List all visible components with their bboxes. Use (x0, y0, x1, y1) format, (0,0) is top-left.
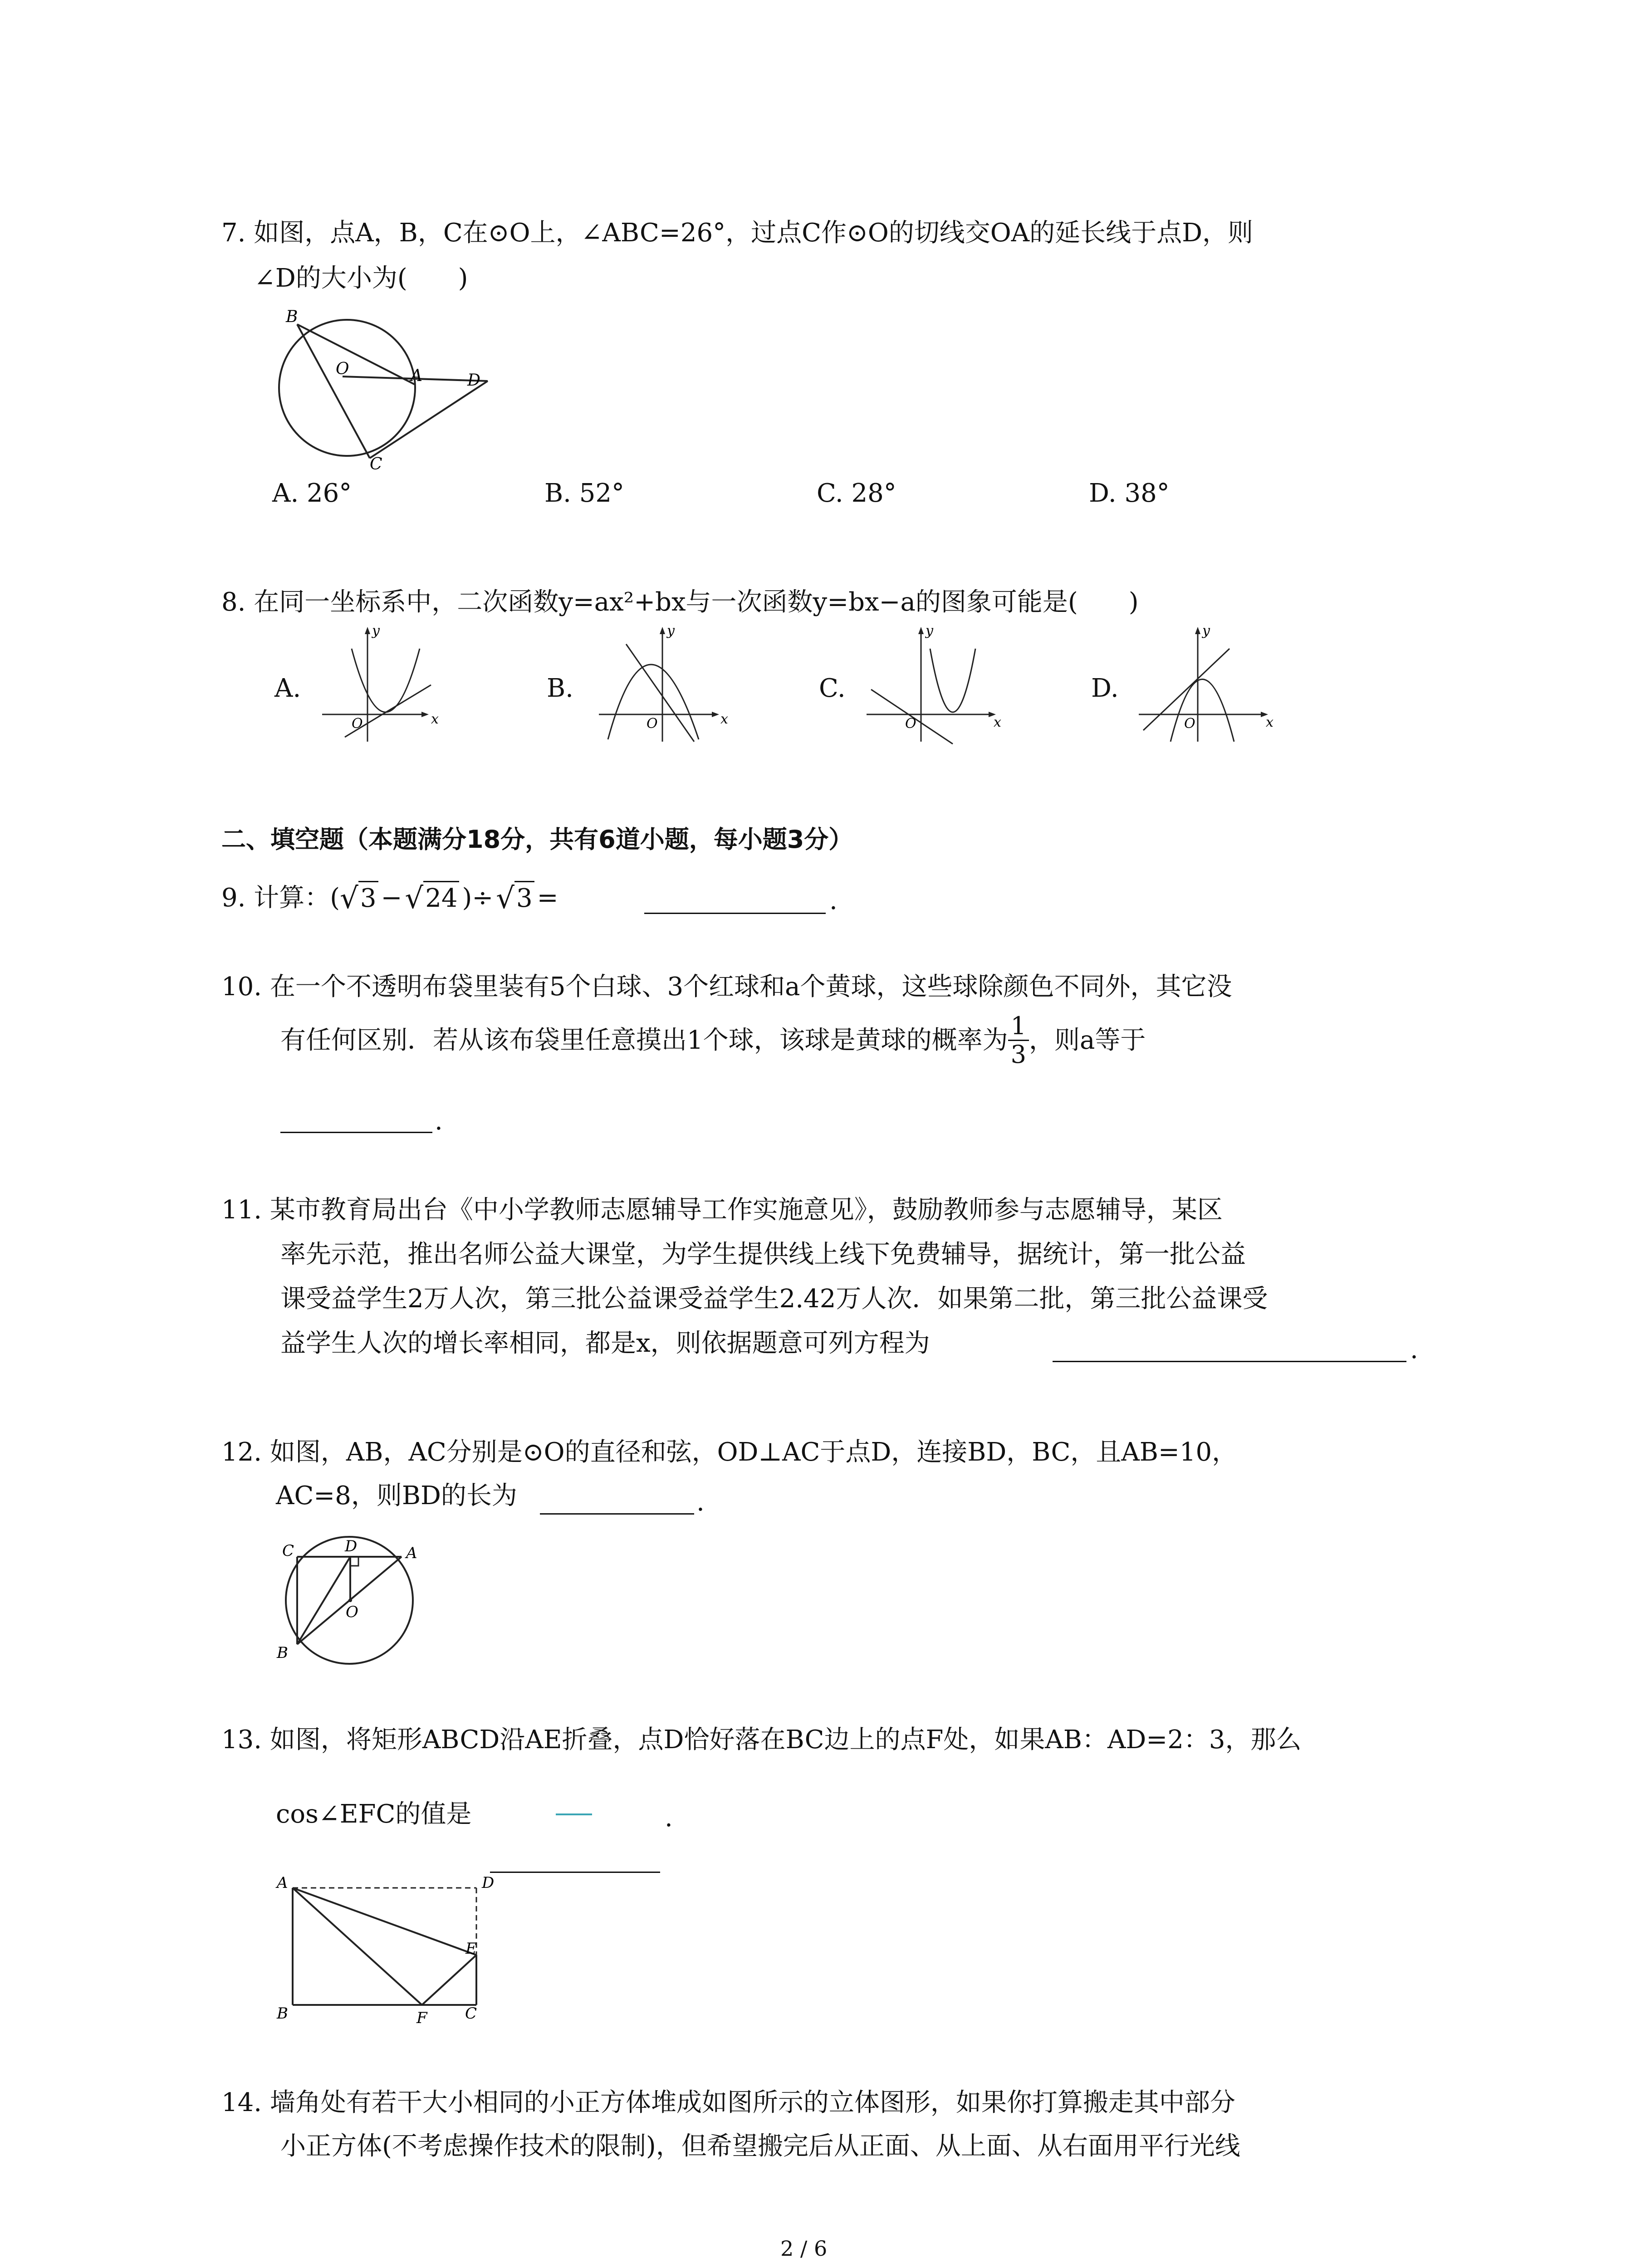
q8-d-y-label: y (1202, 623, 1210, 639)
q13-label-b: B (277, 2004, 288, 2023)
q11-period: . (1410, 1335, 1418, 1364)
q11-answer-blank[interactable] (1053, 1361, 1406, 1362)
q7-label-a: A (411, 367, 422, 385)
q8-b-o-label: O (647, 716, 658, 732)
q12-label-c: C (282, 1542, 294, 1560)
q7-line2: ∠D的大小为( ) (254, 264, 468, 293)
q7-option-a: A. 26° (272, 479, 352, 508)
q8-d-o-label: O (1184, 716, 1195, 732)
q7-option-b: B. 52° (544, 479, 625, 508)
section-2-heading: 二、填空题（本题满分18分，共有6道小题，每小题3分） (221, 825, 853, 854)
q11-line2: 率先示范，推出名师公益大课堂，为学生提供线上线下免费辅导，据统计，第一批公益 (280, 1240, 1246, 1269)
q10-line2-pre: 有任何区别．若从该布袋里任意摸出1个球，该球是黄球的概率为 (280, 1025, 1008, 1055)
q7-label-d: D (467, 371, 480, 390)
q9-equals: = (537, 883, 558, 913)
q9-radicand-3b: 3 (514, 881, 534, 915)
q8-a-y-label: y (372, 623, 380, 639)
q13-label-c: C (465, 2004, 477, 2023)
q11-line3: 课受益学生2万人次，第三批公益课受益学生2.42万人次．如果第二批，第三批公益课受 (280, 1284, 1268, 1314)
q8-c-o-label: O (905, 716, 916, 732)
q8-c-y-label: y (926, 623, 933, 639)
q7-option-c: C. 28° (817, 479, 896, 508)
q8-option-a: A. (274, 674, 301, 703)
q10-period: . (435, 1106, 443, 1136)
q13-answer-blank[interactable] (490, 1872, 660, 1873)
q12-label-a: A (406, 1544, 417, 1562)
q9-answer-blank[interactable] (644, 913, 826, 914)
q12-period: . (696, 1487, 705, 1517)
q12-circle-figure (272, 1533, 436, 1665)
q13-label-a: A (277, 1874, 288, 1892)
q8-a-o-label: O (352, 716, 363, 732)
q11-line1: 11. 某市教育局出台《中小学教师志愿辅导工作实施意见》，鼓励教师参与志愿辅导，某区 (221, 1195, 1223, 1225)
q9-period: . (829, 886, 838, 915)
q9-prefix: 9. 计算：( (221, 883, 340, 913)
q9-radicand-3: 3 (358, 881, 378, 915)
q9-minus: − (381, 883, 402, 913)
q13-line1: 13. 如图，将矩形ABCD沿AE折叠，点D恰好落在BC边上的点F处，如果AB：AD=2：3，那么 (221, 1725, 1302, 1755)
q12-label-o: O (346, 1603, 358, 1621)
q8-a-x-label: x (431, 711, 439, 727)
q7-label-c: C (370, 455, 382, 472)
q8-b-x-label: x (720, 711, 728, 727)
q9-mid: )÷ (462, 883, 494, 913)
q10-answer-blank[interactable] (280, 1132, 432, 1133)
q9-sqrt-24: √ 24 (405, 881, 459, 915)
q9-sqrt-3b: √ 3 (496, 881, 534, 915)
q13-label-e: E (465, 1940, 477, 1958)
q8-c-x-label: x (994, 714, 1001, 730)
q7-label-b: B (286, 308, 298, 326)
q8-graph-c (862, 621, 1007, 748)
q13-period: . (665, 1803, 673, 1833)
q13-line2: cos∠EFC的值是 (276, 1799, 472, 1829)
q7-option-d: D. 38° (1089, 479, 1170, 508)
q12-line2: AC=8，则BD的长为 (276, 1481, 517, 1510)
page-number: 2 / 6 (780, 2236, 828, 2261)
q8-b-y-label: y (667, 623, 675, 639)
q13-rectangle-figure (272, 1869, 499, 2023)
q10-line1: 10. 在一个不透明布袋里装有5个白球、3个红球和a个黄球，这些球除颜色不同外，其它没 (221, 972, 1232, 1002)
q8-line1: 8. 在同一坐标系中，二次函数y=ax²+bx与一次函数y=bx−a的图象可能是( ) (221, 587, 1139, 617)
q10-line2 (280, 1012, 1146, 1068)
q7-circle-figure (259, 304, 495, 472)
q14-line2: 小正方体(不考虑操作技术的限制)，但希望搬完后从正面、从上面、从右面用平行光线 (280, 2131, 1240, 2161)
q13-label-d: D (482, 1874, 495, 1892)
q8-option-b: B. (547, 674, 573, 703)
q12-label-b: B (277, 1644, 288, 1662)
q13-label-f: F (416, 2009, 427, 2023)
q8-graph-b (594, 621, 740, 748)
q8-graph-d (1134, 621, 1279, 748)
q7-label-o: O (336, 360, 349, 378)
q10-fraction (1008, 1012, 1029, 1068)
q8-option-d: D. (1091, 674, 1119, 703)
q12-label-d: D (345, 1537, 358, 1555)
q12-answer-blank[interactable] (540, 1513, 694, 1515)
q13-fraction-bar (556, 1813, 592, 1815)
q9-expression (221, 881, 558, 915)
q14-line1: 14. 墙角处有若干大小相同的小正方体堆成如图所示的立体图形，如果你打算搬走其中部分 (221, 2088, 1235, 2117)
q9-radicand-24: 24 (423, 881, 459, 915)
q10-frac-num: 1 (1008, 1012, 1029, 1041)
q8-option-c: C. (819, 674, 846, 703)
q8-d-x-label: x (1266, 714, 1274, 730)
q9-sqrt-3: √ 3 (340, 881, 378, 915)
q11-line4: 益学生人次的增长率相同，都是x，则依据题意可列方程为 (280, 1329, 930, 1358)
q10-frac-den: 3 (1010, 1040, 1026, 1069)
q12-line1: 12. 如图，AB，AC分别是⊙O的直径和弦，OD⊥AC于点D，连接BD，BC，且AB=10， (221, 1437, 1238, 1467)
q8-graph-a (318, 621, 454, 748)
q7-line1: 7. 如图，点A，B，C在⊙O上，∠ABC=26°，过点C作⊙O的切线交OA的延长线于点D，则 (221, 218, 1254, 248)
q10-line2-post: ，则a等于 (1029, 1025, 1146, 1055)
